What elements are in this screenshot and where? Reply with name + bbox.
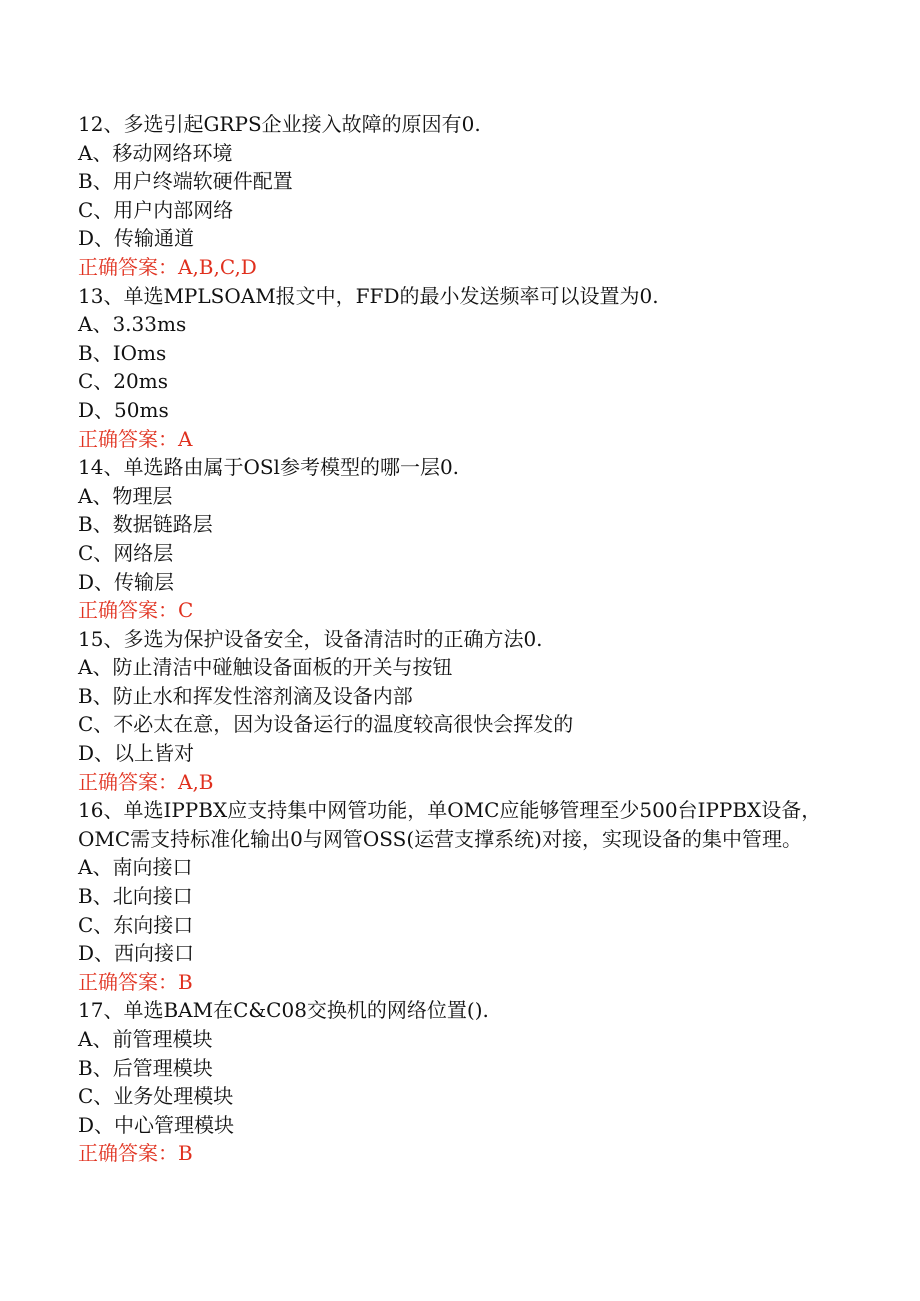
- answer-label: 正确答案：: [78, 969, 178, 994]
- option-a: A、南向接口: [78, 855, 193, 880]
- option-c: C、用户内部网络: [78, 197, 234, 222]
- question-item: [78, 110, 838, 282]
- option-b: B、数据链路层: [78, 512, 213, 537]
- answer-line: [78, 768, 838, 797]
- question-text: 12、多选引起GRPS企业接入故障的原因有0.: [78, 112, 481, 136]
- answer-value: C: [178, 598, 194, 623]
- option-c: C、不必太在意，因为设备运行的温度较高很快会挥发的: [78, 712, 574, 737]
- option-c: C、业务处理模块: [78, 1084, 234, 1109]
- option-d: D、传输通道: [78, 226, 195, 251]
- option-c: C、网络层: [78, 540, 174, 565]
- option-d: D、西向接口: [78, 941, 195, 966]
- option-c: C、20ms: [78, 369, 168, 394]
- option-d: D、中心管理模块: [78, 1112, 235, 1137]
- answer-label: 正确答案：: [78, 1141, 178, 1166]
- answer-label: 正确答案：: [78, 426, 178, 451]
- option-a: A、移动网络环境: [78, 140, 233, 165]
- question-item: [78, 282, 838, 454]
- option-b: B、IOms: [78, 340, 167, 365]
- question-item: [78, 453, 838, 625]
- option-c: C、东向接口: [78, 912, 194, 937]
- option-a: A、前管理模块: [78, 1027, 213, 1051]
- question-text: 13、单选MPLSOAM报文中，FFD的最小发送频率可以设置为0.: [78, 283, 659, 308]
- question-list: [78, 110, 838, 1168]
- question-item: [78, 996, 838, 1168]
- answer-value: A,B: [178, 769, 214, 794]
- answer-line: [78, 596, 838, 625]
- answer-value: B: [178, 969, 193, 994]
- answer-value: A,B,C,D: [178, 254, 257, 279]
- answer-line: [78, 253, 838, 282]
- answer-label: 正确答案：: [78, 769, 178, 794]
- option-a: A、物理层: [78, 483, 173, 508]
- question-item: [78, 625, 838, 797]
- option-d: D、以上皆对: [78, 741, 195, 766]
- option-d: D、50ms: [78, 397, 169, 422]
- answer-value: A: [178, 426, 193, 451]
- option-d: D、传输层: [78, 569, 175, 594]
- option-b: B、用户终端软硬件配置: [78, 169, 293, 194]
- option-a: A、3.33ms: [78, 312, 187, 337]
- question-text: 14、单选路由属于OSl参考模型的哪一层0.: [78, 455, 460, 480]
- answer-label: 正确答案：: [78, 598, 178, 623]
- question-text: 16、单选IPPBX应支持集中网管功能，单OMC应能够管理至少500台IPPBX设备，OMC需支持标准化输出0与网管OSS(运营支撑系统)对接，实现设备的集中管理。: [78, 798, 822, 851]
- question-item: [78, 796, 838, 996]
- question-text: 15、多选为保护设备安全，设备清洁时的正确方法0.: [78, 626, 543, 651]
- option-a: A、防止清洁中碰触设备面板的开关与按钮: [78, 655, 453, 680]
- option-b: B、防止水和挥发性溶剂滴及设备内部: [78, 683, 413, 708]
- answer-line: [78, 425, 838, 454]
- option-b: B、后管理模块: [78, 1055, 213, 1080]
- option-b: B、北向接口: [78, 884, 193, 909]
- answer-value: B: [178, 1141, 193, 1166]
- question-text: 17、单选BAM在C&C08交换机的网络位置().: [78, 998, 489, 1023]
- answer-line: [78, 1139, 838, 1168]
- answer-line: [78, 968, 838, 997]
- answer-label: 正确答案：: [78, 254, 178, 279]
